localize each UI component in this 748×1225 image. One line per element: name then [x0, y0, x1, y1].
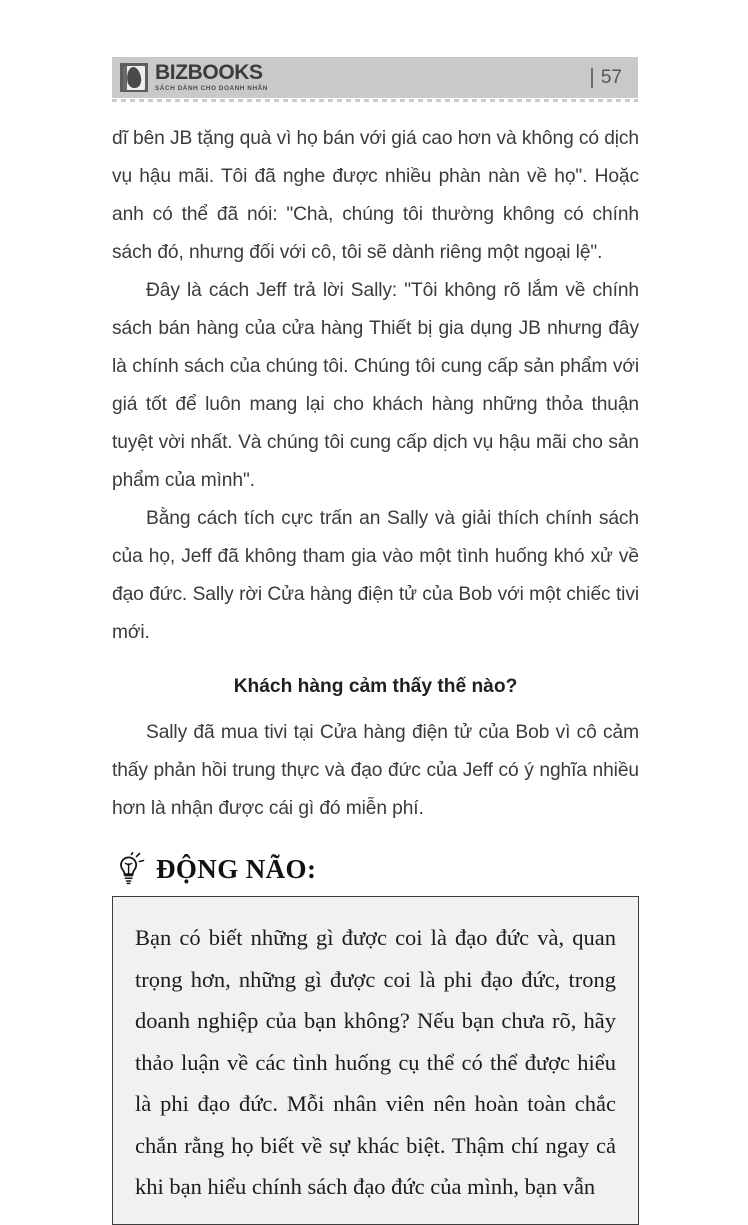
brand-tagline: SÁCH DÀNH CHO DOANH NHÂN	[155, 85, 268, 93]
lightbulb-icon	[112, 852, 146, 888]
folio	[591, 67, 628, 89]
paragraph-1: dĩ bên JB tặng quà vì họ bán với giá cao hơn và không có dịch vụ hậu mãi. Tôi đã nghe được nhiều phàn nàn về họ". Hoặc anh có thể đã nói: "Chà, chúng tôi thường không có chính sách đó, nhưng đối với cô, tôi sẽ dành riêng một ngoại lệ".	[112, 128, 639, 263]
folio-divider	[591, 68, 593, 88]
brainstorm-box-text: Bạn có biết những gì được coi là đạo đức và, quan trọng hơn, những gì được coi là phi đạo đức, trong doanh nghiệp của bạn không? Nếu bạn chưa rõ, hãy thảo luận về các tình huống cụ thể có thể được hiểu là phi đạo đức. Mỗi nhân viên nên hoàn toàn chắc chắn rằng họ biết về sự khác biệt. Thậm chí ngay cả khi bạn hiểu chính sách đạo đức của mình, bạn vẫn	[135, 925, 616, 1199]
page-header	[112, 57, 638, 98]
paragraph-3: Bằng cách tích cực trấn an Sally và giải thích chính sách của họ, Jeff đã không tham gia vào một tình huống khó xử về đạo đức. Sally rời Cửa hàng điện tử của Bob với một chiếc tivi mới.	[112, 508, 639, 643]
page-number: 57	[600, 66, 622, 88]
paragraph-2: Đây là cách Jeff trả lời Sally: "Tôi không rõ lắm về chính sách bán hàng của cửa hàng Thiết bị gia dụng JB nhưng đây là chính sách của chúng tôi. Chúng tôi cung cấp sản phẩm với giá tốt để luôn mang lại cho khách hàng những thỏa thuận tuyệt vời nhất. Và chúng tôi cung cấp dịch vụ hậu mãi cho sản phẩm của mình".	[112, 280, 639, 491]
brand-text-block	[155, 62, 268, 92]
brainstorm-title: ĐỘNG NÃO:	[156, 853, 317, 884]
brand-title-books: BOOKS	[187, 61, 263, 85]
book-logo-icon	[120, 63, 148, 92]
brand-title-biz: BIZ	[155, 61, 188, 85]
header-dashed-rule	[112, 99, 638, 102]
paragraph-4: Sally đã mua tivi tại Cửa hàng điện tử của Bob vì cô cảm thấy phản hồi trung thực và đạo đức của Jeff có ý nghĩa nhiều hơn là nhận được cái gì đó miễn phí.	[112, 722, 639, 819]
section-subheading: Khách hàng cảm thấy thế nào?	[233, 676, 518, 697]
brand-title	[155, 62, 268, 83]
brainstorm-heading	[112, 852, 639, 888]
book-spine-shape	[123, 66, 127, 90]
brainstorm-box	[112, 896, 639, 1225]
brand-logo	[120, 62, 268, 92]
page-content	[112, 120, 639, 1225]
